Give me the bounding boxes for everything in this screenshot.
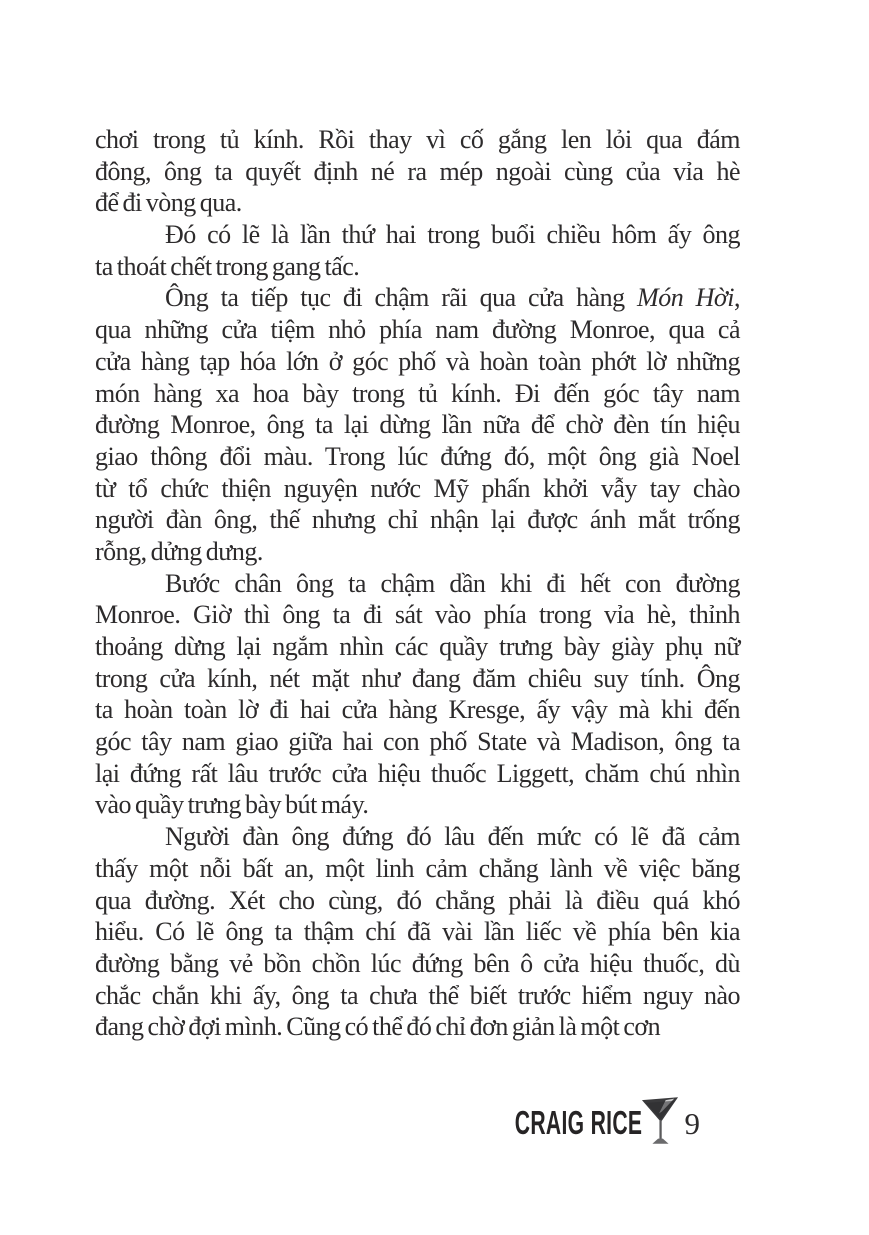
- text-line: thấy một nỗi bất an, một linh cảm chẳng lành về việc băng: [95, 853, 740, 883]
- body-text: [95, 124, 740, 1043]
- text-line: Bước chân ông ta chậm dần khi đi hết con đường: [165, 568, 740, 598]
- text-line: đang chờ đợi mình. Cũng có thể đó chỉ đơn giản là một cơn: [95, 1012, 661, 1042]
- text-line: người đàn ông, thế nhưng chỉ nhận lại được ánh mắt trống: [95, 505, 740, 535]
- text-line: vào quầy trưng bày bút máy.: [95, 790, 369, 820]
- text-line: trong cửa kính, nét mặt như đang đăm chiêu suy tính. Ông: [95, 663, 740, 693]
- text-line: chơi trong tủ kính. Rồi thay vì cố gắng len lỏi qua đám: [95, 125, 740, 154]
- text-line: món hàng xa hoa bày trong tủ kính. Đi đến góc tây nam: [95, 378, 740, 408]
- text-line: Monroe. Giờ thì ông ta đi sát vào phía trong vỉa hè, thỉnh: [95, 600, 740, 630]
- text-line: chắc chắn khi ấy, ông ta chưa thể biết trước hiểm nguy nào: [95, 980, 740, 1010]
- page-footer: [443, 1096, 700, 1146]
- text-line: rỗng, dửng dưng.: [95, 536, 263, 566]
- text-line: đường bằng vẻ bồn chồn lúc đứng bên ô cửa hiệu thuốc, dù: [95, 948, 740, 978]
- text-line: qua đường. Xét cho cùng, đó chẳng phải là điều quá khó: [95, 885, 740, 915]
- text-line: Đó có lẽ là lần thứ hai trong buổi chiều hôm ấy ông: [165, 220, 740, 250]
- text-line: góc tây nam giao giữa hai con phố State và Madison, ông ta: [95, 727, 740, 757]
- text-line: giao thông đổi màu. Trong lúc đứng đó, một ông già Noel: [95, 441, 740, 471]
- text-line: ta thoát chết trong gang tấc.: [95, 251, 360, 281]
- text-line: ta hoàn toàn lờ đi hai cửa hàng Kresge, ấy vậy mà khi đến: [95, 695, 740, 725]
- text-line: đông, ông ta quyết định né ra mép ngoài cùng của vỉa hè: [95, 156, 740, 186]
- author-name: CRAIG RICE: [514, 1104, 643, 1141]
- text-line: thoảng dừng lại ngắm nhìn các quầy trưng bày giày phụ nữ: [95, 632, 740, 661]
- text-line: Người đàn ông đứng đó lâu đến mức có lẽ đã cảm: [165, 822, 740, 852]
- text-line: để đi vòng qua.: [95, 188, 242, 218]
- text-line: từ tổ chức thiện nguyện nước Mỹ phấn khởi vẫy tay chào: [95, 473, 740, 503]
- text-line: hiểu. Có lẽ ông ta thậm chí đã vài lần liếc về phía bên kia: [95, 917, 740, 947]
- text-line: Ông ta tiếp tục đi chậm rãi qua cửa hàng Món Hời,: [165, 283, 740, 313]
- martini-glass-icon: [641, 1096, 679, 1146]
- page-number: 9: [684, 1106, 700, 1141]
- text-line: qua những cửa tiệm nhỏ phía nam đường Monroe, qua cả: [95, 315, 740, 345]
- text-line: cửa hàng tạp hóa lớn ở góc phố và hoàn toàn phớt lờ những: [95, 346, 740, 376]
- text-line: lại đứng rất lâu trước cửa hiệu thuốc Liggett, chăm chú nhìn: [95, 758, 740, 788]
- text-line: đường Monroe, ông ta lại dừng lần nữa để chờ đèn tín hiệu: [95, 410, 740, 440]
